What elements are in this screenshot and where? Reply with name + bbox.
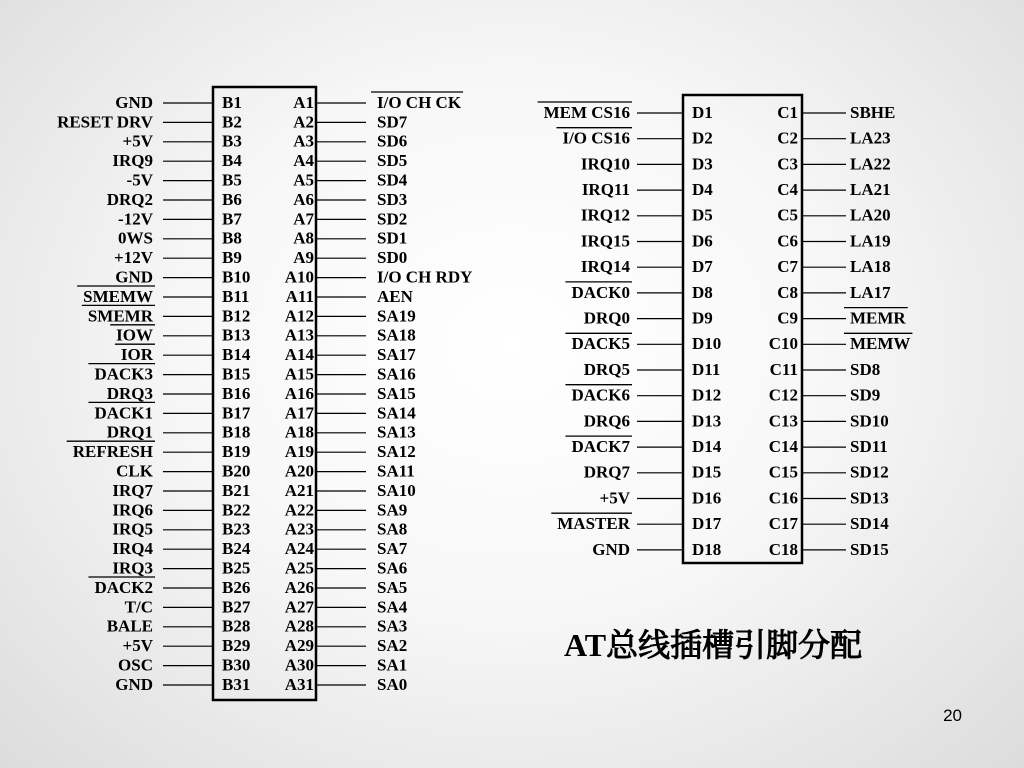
pin-number: B28: [222, 616, 251, 636]
pin-number: B1: [222, 92, 242, 112]
pin-number: C14: [768, 437, 798, 457]
pin-number: B30: [222, 655, 251, 675]
signal-label: SD12: [850, 462, 889, 482]
pin-number: A9: [293, 248, 314, 268]
pin-number: D15: [692, 462, 722, 482]
pin-number: B27: [222, 597, 251, 617]
signal-label: DRQ0: [583, 308, 630, 328]
signal-label: SD13: [850, 488, 889, 508]
signal-label: DACK6: [571, 385, 630, 405]
pin-number: A2: [293, 112, 314, 132]
signal-label: SD3: [377, 189, 408, 209]
signal-label: SA3: [377, 616, 408, 636]
pin-number: A8: [293, 228, 314, 248]
pin-number: A28: [284, 616, 314, 636]
signal-label: SD11: [850, 437, 888, 457]
pin-number: D9: [692, 308, 713, 328]
pin-number: D5: [692, 205, 713, 225]
pin-number: C9: [777, 308, 798, 328]
pin-number: A26: [284, 577, 314, 597]
signal-label: I/O CH CK: [377, 92, 462, 112]
pin-number: D7: [692, 257, 713, 277]
signal-label: SD1: [377, 228, 408, 248]
pin-number: B18: [222, 422, 251, 442]
signal-label: DRQ5: [583, 359, 630, 379]
pin-number: D14: [692, 437, 722, 457]
pin-number: A17: [284, 403, 314, 423]
signal-label: IRQ5: [112, 519, 153, 539]
signal-label: IRQ12: [580, 205, 630, 225]
pin-number: C10: [768, 334, 798, 354]
signal-label: IRQ10: [580, 154, 630, 174]
pin-number: C6: [777, 231, 798, 251]
signal-label: SA4: [377, 597, 408, 617]
signal-label: +5V: [599, 488, 630, 508]
signal-label: OSC: [118, 655, 153, 675]
pin-number: C17: [768, 514, 798, 534]
pin-number: A22: [284, 500, 314, 520]
signal-label: LA18: [850, 257, 891, 277]
signal-label: LA20: [850, 205, 891, 225]
pin-number: D12: [692, 385, 722, 405]
signal-label: SA19: [377, 306, 416, 326]
signal-label: CLK: [116, 461, 153, 481]
page-number: 20: [943, 706, 962, 725]
pin-number: B19: [222, 442, 251, 462]
signal-label: IRQ9: [112, 151, 153, 171]
signal-label: 0WS: [118, 228, 153, 248]
signal-label: SD8: [850, 359, 881, 379]
pin-number: A15: [284, 364, 314, 384]
signal-label: SA6: [377, 558, 408, 578]
signal-label: DACK1: [94, 403, 153, 423]
pin-number: A23: [284, 519, 314, 539]
signal-label: SD2: [377, 209, 408, 229]
signal-label: IRQ11: [581, 180, 630, 200]
pin-number: B15: [222, 364, 251, 384]
pin-number: A27: [284, 597, 314, 617]
signal-label: SD4: [377, 170, 408, 190]
signal-label: SD0: [377, 248, 408, 268]
pin-number: D2: [692, 128, 713, 148]
signal-label: DRQ7: [583, 462, 630, 482]
signal-label: SA17: [377, 345, 416, 365]
signal-label: SA2: [377, 636, 408, 656]
signal-label: DRQ3: [106, 383, 153, 403]
signal-label: SA0: [377, 674, 408, 694]
signal-label: SA7: [377, 539, 408, 559]
pin-number: B12: [222, 306, 251, 326]
pin-number: C16: [768, 488, 798, 508]
pin-number: B22: [222, 500, 251, 520]
signal-label: DACK5: [571, 334, 630, 354]
pin-number: D13: [692, 411, 722, 431]
signal-label: DRQ1: [106, 422, 153, 442]
signal-label: SA8: [377, 519, 408, 539]
signal-label: T/C: [124, 597, 153, 617]
signal-label: IRQ15: [580, 231, 630, 251]
signal-label: AEN: [377, 286, 413, 306]
pin-number: B4: [222, 151, 242, 171]
signal-label: GND: [115, 674, 153, 694]
signal-label: LA21: [850, 180, 891, 200]
pin-number: A5: [293, 170, 314, 190]
signal-label: SD5: [377, 151, 408, 171]
pin-number: D16: [692, 488, 722, 508]
pin-number: A12: [284, 306, 314, 326]
pin-number: C3: [777, 154, 798, 174]
pin-number: B20: [222, 461, 251, 481]
pin-number: A4: [293, 151, 314, 171]
signal-label: LA17: [850, 282, 891, 302]
pin-number: A29: [284, 636, 314, 656]
pin-number: A11: [285, 286, 314, 306]
signal-label: DRQ6: [583, 411, 630, 431]
pin-number: A25: [284, 558, 314, 578]
signal-label: SA10: [377, 480, 416, 500]
pin-number: C15: [768, 462, 798, 482]
signal-label: LA22: [850, 154, 891, 174]
signal-label: IOW: [116, 325, 153, 345]
pin-number: B14: [222, 345, 251, 365]
pin-number: C4: [777, 180, 798, 200]
pin-number: A1: [293, 92, 314, 112]
pin-number: C13: [768, 411, 798, 431]
pin-number: C18: [768, 539, 798, 559]
signal-label: IRQ6: [112, 500, 153, 520]
pin-number: B17: [222, 403, 251, 423]
pin-number: A31: [284, 674, 314, 694]
signal-label: -12V: [118, 209, 153, 229]
pin-number: B25: [222, 558, 251, 578]
signal-label: SA13: [377, 422, 416, 442]
pin-number: A13: [284, 325, 314, 345]
signal-label: SA9: [377, 500, 408, 520]
pin-number: B3: [222, 131, 242, 151]
pin-number: B21: [222, 480, 251, 500]
pin-number: A7: [293, 209, 314, 229]
signal-label: IRQ3: [112, 558, 153, 578]
pin-number: B13: [222, 325, 251, 345]
signal-label: MEMW: [850, 334, 911, 354]
signal-label: LA23: [850, 128, 891, 148]
pin-number: A21: [284, 480, 314, 500]
signal-label: SD9: [850, 385, 881, 405]
pin-number: D1: [692, 102, 713, 122]
pin-number: C7: [777, 257, 798, 277]
pin-number: A30: [284, 655, 314, 675]
signal-label: SA5: [377, 577, 408, 597]
pin-number: D4: [692, 180, 713, 200]
signal-label: IRQ7: [112, 480, 153, 500]
signal-label: SA14: [377, 403, 416, 423]
pin-number: B29: [222, 636, 251, 656]
pin-number: B6: [222, 189, 242, 209]
pin-number: B9: [222, 248, 242, 268]
pin-number: D6: [692, 231, 713, 251]
pin-number: A18: [284, 422, 314, 442]
pin-number: C12: [768, 385, 798, 405]
pin-number: A19: [284, 442, 314, 462]
signal-label: SA12: [377, 442, 416, 462]
signal-label: SD14: [850, 514, 889, 534]
pin-number: A3: [293, 131, 314, 151]
pin-number: B16: [222, 383, 251, 403]
pin-number: C5: [777, 205, 798, 225]
signal-label: SD6: [377, 131, 408, 151]
signal-label: BALE: [106, 616, 153, 636]
pin-number: D11: [692, 359, 721, 379]
signal-label: SBHE: [850, 102, 896, 122]
signal-label: -5V: [126, 170, 153, 190]
signal-label: DACK3: [94, 364, 153, 384]
pin-number: A16: [284, 383, 314, 403]
signal-label: GND: [115, 92, 153, 112]
pin-number: B24: [222, 539, 251, 559]
pin-number: D10: [692, 334, 722, 354]
signal-label: SA16: [377, 364, 416, 384]
pin-number: C11: [769, 359, 798, 379]
pin-number: B2: [222, 112, 242, 132]
signal-label: DACK7: [571, 437, 630, 457]
signal-label: SA1: [377, 655, 408, 675]
signal-label: SA11: [377, 461, 415, 481]
signal-label: IOR: [120, 345, 153, 365]
pin-number: B26: [222, 577, 251, 597]
pin-number: B8: [222, 228, 242, 248]
pin-number: B11: [222, 286, 250, 306]
slide-caption: AT总线插槽引脚分配: [564, 627, 863, 663]
pin-number: B7: [222, 209, 242, 229]
signal-label: SA15: [377, 383, 416, 403]
signal-label: SMEMW: [83, 286, 153, 306]
pin-number: A24: [284, 539, 314, 559]
pin-number: B23: [222, 519, 251, 539]
pin-number: A10: [284, 267, 314, 287]
signal-label: SMEMR: [87, 306, 153, 326]
pin-number: B31: [222, 674, 251, 694]
connector-ab-pins: [57, 92, 472, 694]
signal-label: DRQ2: [106, 189, 153, 209]
signal-label: DACK2: [94, 577, 153, 597]
signal-label: RESET DRV: [57, 112, 153, 132]
signal-label: LA19: [850, 231, 891, 251]
signal-label: GND: [592, 539, 630, 559]
pin-number: A6: [293, 189, 314, 209]
pin-number: B5: [222, 170, 242, 190]
connector-cd-pins: [538, 102, 913, 559]
signal-label: I/O CH RDY: [377, 267, 473, 287]
pin-number: C2: [777, 128, 798, 148]
pin-number: A14: [284, 345, 314, 365]
signal-label: GND: [115, 267, 153, 287]
signal-label: +12V: [114, 248, 153, 268]
pin-number: A20: [284, 461, 314, 481]
signal-label: I/O CS16: [562, 128, 630, 148]
signal-label: MEMR: [850, 308, 906, 328]
pin-number: D3: [692, 154, 713, 174]
signal-label: MASTER: [557, 514, 630, 534]
pin-number: C1: [777, 102, 798, 122]
pin-number: D8: [692, 282, 713, 302]
signal-label: DACK0: [571, 282, 630, 302]
pin-number: B10: [222, 267, 251, 287]
pin-number: D18: [692, 539, 722, 559]
signal-label: SA18: [377, 325, 416, 345]
signal-label: IRQ14: [580, 257, 630, 277]
signal-label: REFRESH: [72, 442, 153, 462]
pin-number: D17: [692, 514, 722, 534]
signal-label: SD10: [850, 411, 889, 431]
signal-label: +5V: [122, 636, 153, 656]
signal-label: +5V: [122, 131, 153, 151]
pin-number: C8: [777, 282, 798, 302]
signal-label: MEM CS16: [543, 102, 630, 122]
signal-label: IRQ4: [112, 539, 153, 559]
signal-label: SD7: [377, 112, 408, 132]
signal-label: SD15: [850, 539, 889, 559]
